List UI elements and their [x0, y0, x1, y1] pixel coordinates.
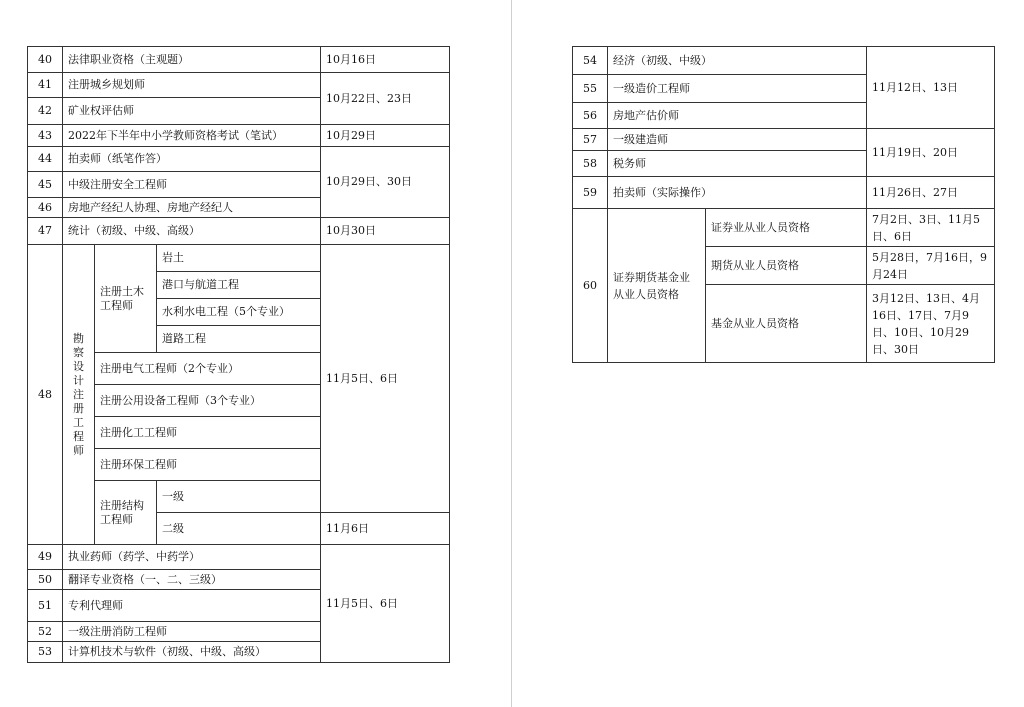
exam-name: 房地产估价师: [608, 103, 867, 129]
exam-name: 房地产经纪人协理、房地产经纪人: [63, 198, 321, 218]
row-number: 40: [28, 47, 63, 73]
table-row: [573, 209, 995, 247]
row-number: 51: [28, 590, 63, 622]
exam-name: 期货从业人员资格: [706, 247, 867, 285]
exam-name: 法律职业资格（主观题）: [63, 47, 321, 73]
subcategory-label: 注册结构工程师: [95, 481, 157, 545]
exam-schedule-table-left: [27, 46, 450, 663]
row-number: 41: [28, 73, 63, 98]
exam-date: 11月26日、27日: [867, 177, 995, 209]
exam-date: 11月12日、13日: [867, 47, 995, 129]
row-number: 50: [28, 570, 63, 590]
exam-name: 一级: [157, 481, 321, 513]
row-number: 42: [28, 98, 63, 125]
exam-date: 11月6日: [321, 513, 450, 545]
table-row: [28, 545, 450, 570]
exam-name: 二级: [157, 513, 321, 545]
row-number: 55: [573, 75, 608, 103]
exam-name: 证券业从业人员资格: [706, 209, 867, 247]
exam-name: 注册城乡规划师: [63, 73, 321, 98]
exam-schedule-table-right: [572, 46, 995, 363]
exam-name: 一级注册消防工程师: [63, 622, 321, 642]
table-row: [28, 218, 450, 245]
exam-date: 10月30日: [321, 218, 450, 245]
table-row: [28, 245, 450, 272]
exam-name: 注册化工工程师: [95, 417, 321, 449]
row-number: 53: [28, 642, 63, 663]
exam-name: 基金从业人员资格: [706, 285, 867, 363]
exam-date: 3月12日、13日、4月16日、17日、7月9日、10日、10月29日、30日: [867, 285, 995, 363]
table-row: [28, 47, 450, 73]
table-row: [573, 177, 995, 209]
row-number: 48: [28, 245, 63, 545]
table-row: [28, 125, 450, 147]
exam-name: 注册环保工程师: [95, 449, 321, 481]
table-row: [28, 147, 450, 172]
exam-name: 2022年下半年中小学教师资格考试（笔试）: [63, 125, 321, 147]
exam-name: 岩土: [157, 245, 321, 272]
exam-date: 11月19日、20日: [867, 129, 995, 177]
subcategory-label: 注册土木工程师: [95, 245, 157, 353]
table-row: [28, 73, 450, 98]
table-row: [573, 47, 995, 75]
table-row: [573, 129, 995, 151]
exam-name: 拍卖师（纸笔作答）: [63, 147, 321, 172]
row-number: 44: [28, 147, 63, 172]
row-number: 49: [28, 545, 63, 570]
row-number: 54: [573, 47, 608, 75]
exam-name: 道路工程: [157, 326, 321, 353]
category-label: 勘察设计注册工程师: [63, 245, 95, 545]
exam-name: 税务师: [608, 151, 867, 177]
exam-date: 10月29日: [321, 125, 450, 147]
exam-name: 中级注册安全工程师: [63, 172, 321, 198]
exam-name: 计算机技术与软件（初级、中级、高级）: [63, 642, 321, 663]
exam-date: 10月29日、30日: [321, 147, 450, 218]
exam-name: 一级造价工程师: [608, 75, 867, 103]
exam-date: 11月5日、6日: [321, 545, 450, 663]
exam-date: 5月28日，7月16日，9月24日: [867, 247, 995, 285]
exam-date: 11月5日、6日: [321, 245, 450, 513]
exam-name: 拍卖师（实际操作）: [608, 177, 867, 209]
row-number: 45: [28, 172, 63, 198]
exam-name: 统计（初级、中级、高级）: [63, 218, 321, 245]
row-number: 46: [28, 198, 63, 218]
exam-date: 7月2日、3日、11月5日、6日: [867, 209, 995, 247]
exam-name: 注册电气工程师（2个专业）: [95, 353, 321, 385]
row-number: 58: [573, 151, 608, 177]
exam-name: 翻译专业资格（一、二、三级）: [63, 570, 321, 590]
row-number: 56: [573, 103, 608, 129]
exam-date: 10月16日: [321, 47, 450, 73]
row-number: 43: [28, 125, 63, 147]
row-number: 52: [28, 622, 63, 642]
exam-date: 10月22日、23日: [321, 73, 450, 125]
page-divider: [511, 0, 512, 707]
row-number: 47: [28, 218, 63, 245]
row-number: 60: [573, 209, 608, 363]
exam-name: 执业药师（药学、中药学）: [63, 545, 321, 570]
exam-name: 经济（初级、中级）: [608, 47, 867, 75]
exam-name: 矿业权评估师: [63, 98, 321, 125]
exam-name: 水利水电工程（5个专业）: [157, 299, 321, 326]
row-number: 57: [573, 129, 608, 151]
exam-name: 一级建造师: [608, 129, 867, 151]
row-number: 59: [573, 177, 608, 209]
exam-name: 专利代理师: [63, 590, 321, 622]
exam-name: 港口与航道工程: [157, 272, 321, 299]
category-label: 证券期货基金业从业人员资格: [608, 209, 706, 363]
exam-name: 注册公用设备工程师（3个专业）: [95, 385, 321, 417]
